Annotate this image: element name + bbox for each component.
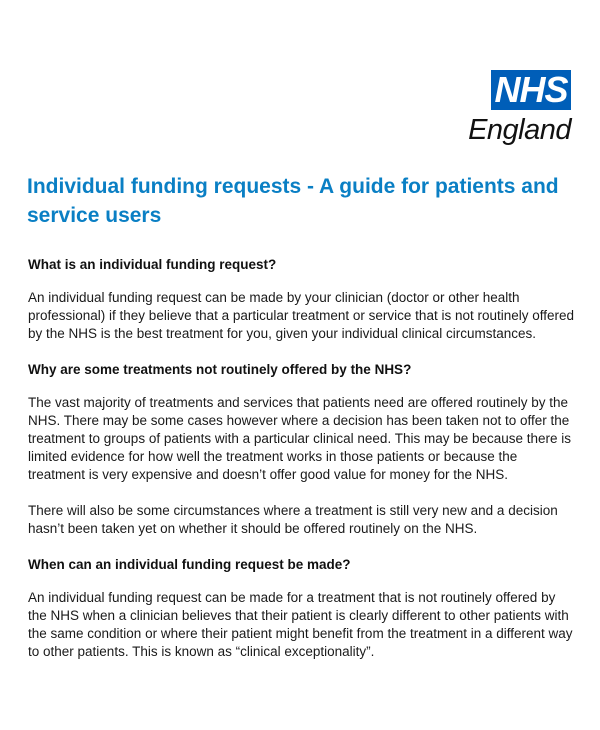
section-heading: What is an individual funding request? bbox=[28, 257, 277, 272]
section-heading: When can an individual funding request be made? bbox=[28, 557, 351, 572]
section-heading: Why are some treatments not routinely offered by the NHS? bbox=[28, 362, 412, 377]
document-body bbox=[28, 256, 576, 679]
section-paragraph: There will also be some circumstances where a treatment is still very new and a decision hasn’t been taken yet on whether it should be offered routinely on the NHS. bbox=[28, 503, 558, 536]
document-title: Individual funding requests - A guide for patients and service users bbox=[27, 175, 559, 227]
section-paragraph: An individual funding request can be made by your clinician (doctor or other health professional) if they believe that a particular treatment or service that is not routinely offered by the NHS is the best treatment for you, given your individual clinical circumstances. bbox=[28, 290, 575, 341]
section-why-not-routine bbox=[28, 361, 576, 538]
nhs-logo-region: England bbox=[468, 114, 571, 146]
section-what-is-ifr bbox=[28, 256, 576, 343]
nhs-logo-mark: NHS bbox=[491, 70, 571, 110]
nhs-england-logo bbox=[461, 70, 571, 150]
section-when-can-ifr bbox=[28, 556, 576, 661]
section-paragraph: The vast majority of treatments and services that patients need are offered routinely by the NHS. There may be some cases however where a decision has been taken not to offer the treatment to groups of patients with a particular clinical need. This may be because there is limited evidence for how well the treatment works in those patients or because the treatment is very expensive and doesn’t offer good value for money for the NHS. bbox=[28, 395, 572, 482]
section-paragraph: An individual funding request can be made for a treatment that is not routinely offered by the NHS when a clinician believes that their patient is clearly different to other patients with the same condition or where their patient might benefit from the treatment in a different way to other patients. This is known as “clinical exceptionality”. bbox=[28, 590, 573, 659]
